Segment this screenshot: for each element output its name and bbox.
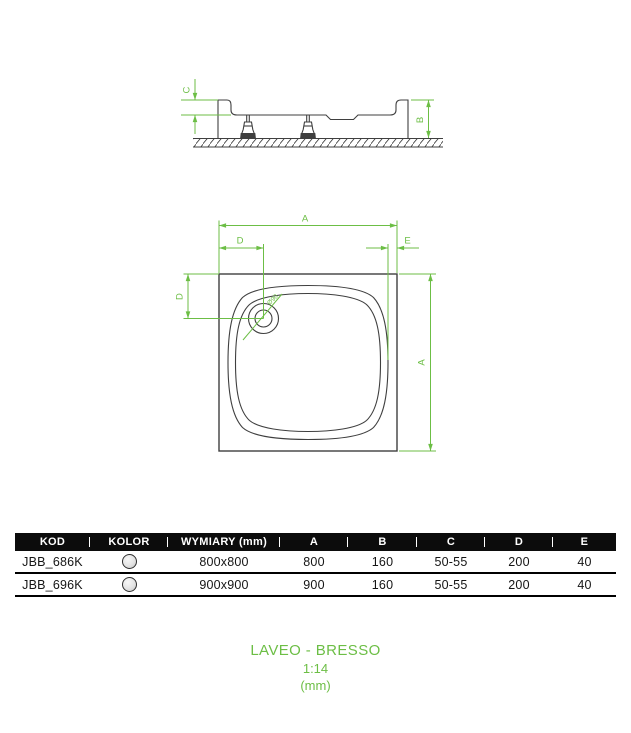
table-row <box>15 551 616 573</box>
column-header-e: E <box>553 533 616 551</box>
dim-b-label: B <box>415 116 426 124</box>
dim-a-top-label: A <box>301 213 309 225</box>
cell-kolor <box>90 551 168 573</box>
color-swatch-icon <box>122 554 137 569</box>
column-header-c: C <box>417 533 485 551</box>
dimension-b <box>411 100 434 138</box>
column-header-b: B <box>348 533 417 551</box>
dimension-a-top <box>219 214 397 274</box>
column-header-d: D <box>485 533 553 551</box>
cell-b: 160 <box>348 551 417 573</box>
drawing-footer <box>0 641 631 694</box>
cell-d: 200 <box>485 573 553 596</box>
plan-view <box>175 214 437 452</box>
cell-wymiary: 900x900 <box>168 573 280 596</box>
cell-c: 50-55 <box>417 551 485 573</box>
cell-kod: JBB_696K <box>15 573 90 596</box>
dim-d-left-label: D <box>174 293 186 300</box>
product-series-title: LAVEO - BRESSO <box>250 642 381 659</box>
dim-e-label: E <box>404 235 411 247</box>
adjustable-foot <box>241 115 256 138</box>
table-header-row <box>15 533 616 551</box>
column-header-a: A <box>280 533 348 551</box>
ground-hatch <box>193 139 443 148</box>
side-view <box>181 79 443 147</box>
dimension-d-top <box>219 236 264 319</box>
cell-a: 800 <box>280 551 348 573</box>
cell-c: 50-55 <box>417 573 485 596</box>
cell-kod: JBB_686K <box>15 551 90 573</box>
cell-e: 40 <box>553 573 616 596</box>
cell-a: 900 <box>280 573 348 596</box>
cell-kolor <box>90 573 168 596</box>
tray-outline <box>219 274 397 451</box>
drain-diameter-label: Ø90 <box>266 293 280 307</box>
drawing-scale: 1:14 <box>302 661 329 676</box>
dim-a-right-label: A <box>416 359 428 366</box>
adjustable-foot <box>301 115 316 138</box>
table-row <box>15 573 616 596</box>
dim-d-top-label: D <box>236 235 244 247</box>
spec-table <box>15 533 616 597</box>
drawing-units: (mm) <box>300 678 331 693</box>
dim-c-label: C <box>181 86 193 94</box>
cell-e: 40 <box>553 551 616 573</box>
cell-b: 160 <box>348 573 417 596</box>
dimension-c <box>181 79 231 134</box>
cell-d: 200 <box>485 551 553 573</box>
dimension-a-right <box>399 274 436 451</box>
column-header-wymiary: WYMIARY (mm) <box>168 533 280 551</box>
cell-wymiary: 800x800 <box>168 551 280 573</box>
color-swatch-icon <box>122 577 137 592</box>
column-header-kod: KOD <box>15 533 90 551</box>
column-header-kolor: KOLOR <box>90 533 168 551</box>
